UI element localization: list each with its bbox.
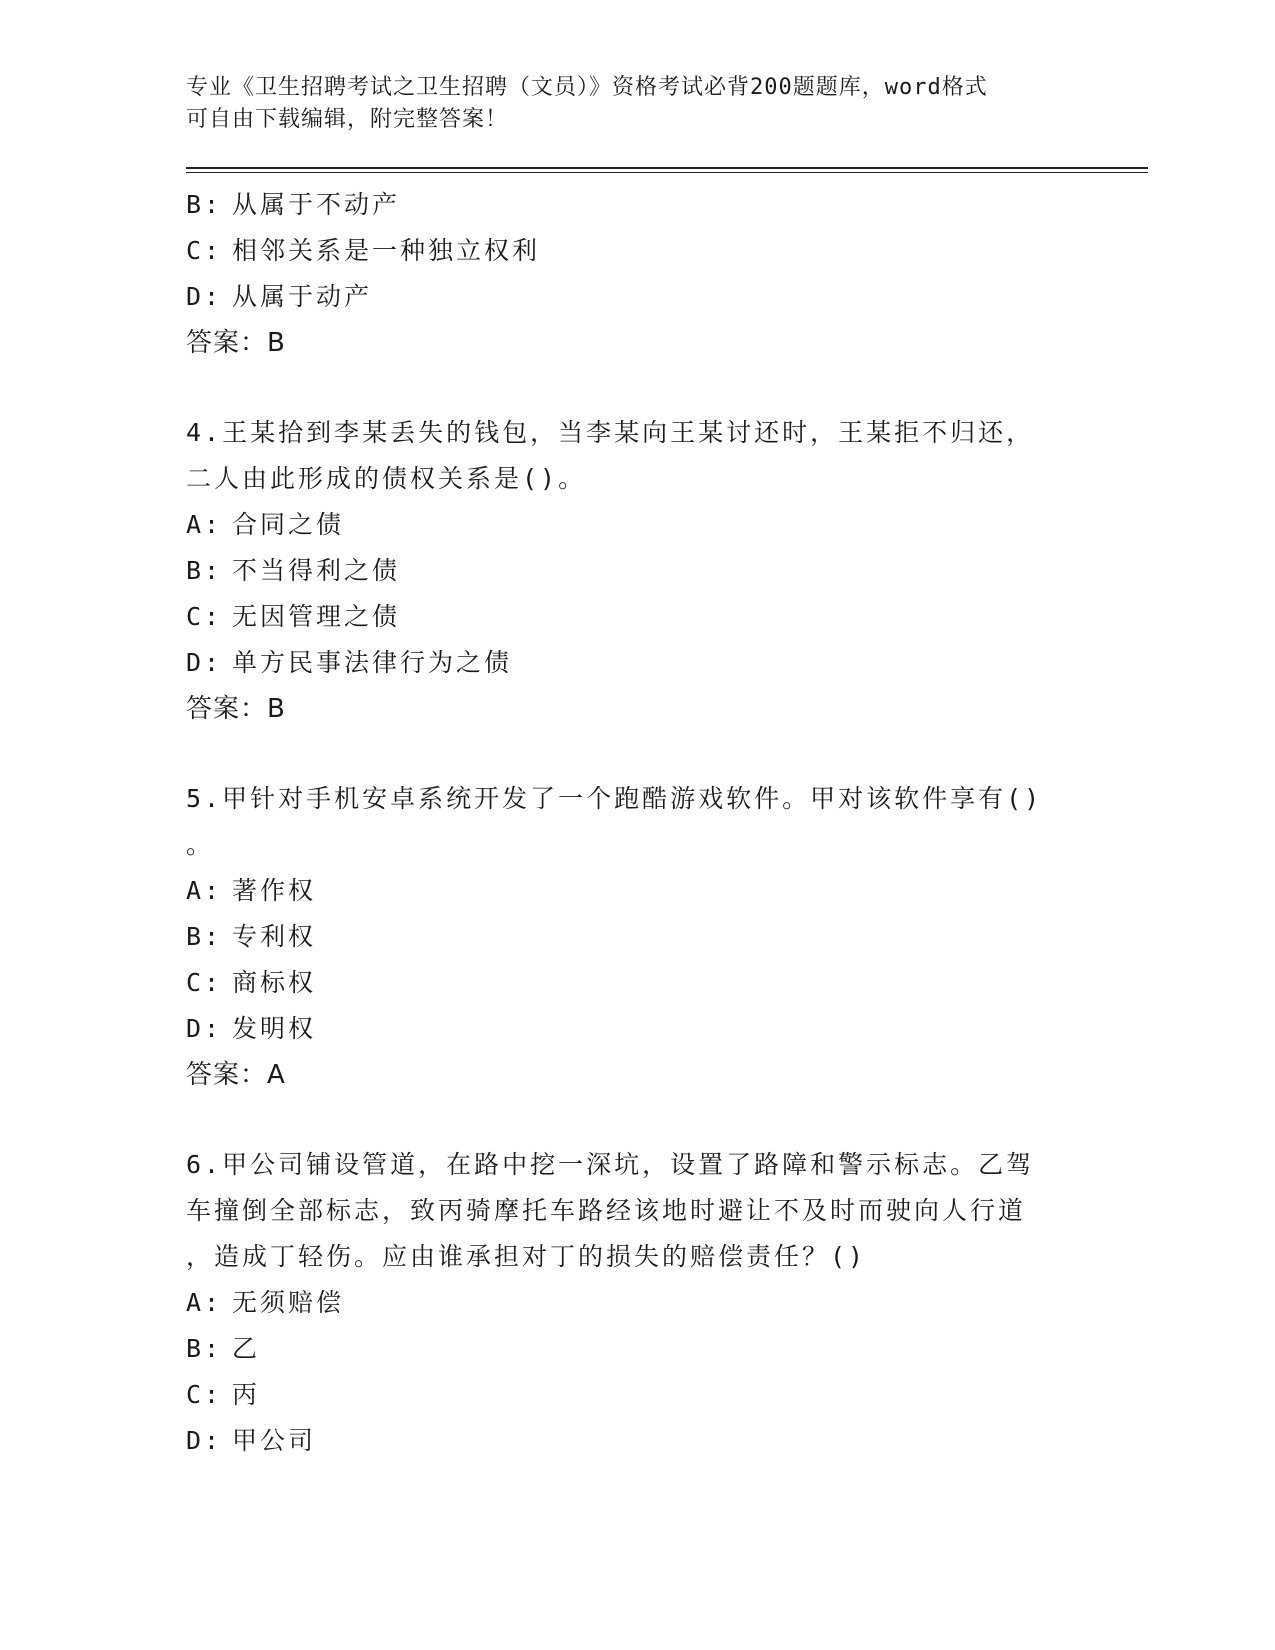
document-header <box>186 72 1146 136</box>
option-label: D: <box>186 1014 223 1043</box>
header-divider <box>186 167 1148 173</box>
option-text: 甲公司 <box>232 1426 317 1455</box>
option-label: D: <box>186 1426 223 1455</box>
option-d <box>186 640 1146 686</box>
option-label: A: <box>186 876 223 905</box>
option-text: 从属于动产 <box>232 282 373 311</box>
question-text-line: 4.王某拾到李某丢失的钱包，当李某向王某讨还时，王某拒不归还， <box>186 418 1035 447</box>
option-b <box>186 182 1146 228</box>
option-label: C: <box>186 1380 223 1409</box>
document-page <box>186 72 1146 1464</box>
option-label: C: <box>186 236 223 265</box>
option-d <box>186 274 1146 320</box>
option-c <box>186 960 1146 1006</box>
question-text-line: ，造成丁轻伤。应由谁承担对丁的损失的赔偿责任？() <box>186 1242 867 1271</box>
option-d <box>186 1006 1146 1052</box>
question-list <box>186 182 1146 1464</box>
option-c <box>186 1372 1146 1418</box>
option-c <box>186 594 1146 640</box>
option-label: D: <box>186 648 223 677</box>
question-text-line: 车撞倒全部标志，致丙骑摩托车路经该地时避让不及时而驶向人行道 <box>186 1196 1027 1225</box>
option-label: B: <box>186 922 223 951</box>
option-text: 单方民事法律行为之债 <box>232 648 513 677</box>
option-a <box>186 502 1146 548</box>
option-label: A: <box>186 1288 223 1317</box>
answer: 答案：A <box>186 1060 286 1090</box>
question-text-line: 。 <box>186 830 215 859</box>
option-text: 不当得利之债 <box>232 556 401 585</box>
option-text: 著作权 <box>232 876 317 905</box>
option-label: A: <box>186 510 223 539</box>
option-b <box>186 1326 1146 1372</box>
option-label: B: <box>186 1334 223 1363</box>
option-d <box>186 1418 1146 1464</box>
option-text: 无须赔偿 <box>232 1288 345 1317</box>
option-text: 丙 <box>232 1380 261 1409</box>
option-label: D: <box>186 282 223 311</box>
option-label: B: <box>186 190 223 219</box>
question-text-line: 二人由此形成的债权关系是()。 <box>186 464 587 493</box>
option-a <box>186 868 1146 914</box>
header-line-1: 专业《卫生招聘考试之卫生招聘（文员）》资格考试必背200题题库，word格式 <box>186 75 988 100</box>
header-line-2: 可自由下载编辑，附完整答案！ <box>186 107 509 132</box>
option-b <box>186 548 1146 594</box>
option-text: 专利权 <box>232 922 317 951</box>
answer: 答案：B <box>186 694 286 724</box>
question-3 <box>186 182 1146 366</box>
question-5 <box>186 776 1146 1098</box>
option-label: C: <box>186 968 223 997</box>
option-text: 发明权 <box>232 1014 317 1043</box>
question-text-line: 6.甲公司铺设管道，在路中挖一深坑，设置了路障和警示标志。乙驾 <box>186 1150 1035 1179</box>
option-b <box>186 914 1146 960</box>
option-text: 商标权 <box>232 968 317 997</box>
option-text: 从属于不动产 <box>232 190 401 219</box>
option-text: 合同之债 <box>232 510 345 539</box>
option-c <box>186 228 1146 274</box>
option-text: 相邻关系是一种独立权利 <box>232 236 541 265</box>
option-text: 乙 <box>232 1334 261 1363</box>
option-label: B: <box>186 556 223 585</box>
option-a <box>186 1280 1146 1326</box>
question-text-line: 5.甲针对手机安卓系统开发了一个跑酷游戏软件。甲对该软件享有() <box>186 784 1043 813</box>
question-4 <box>186 410 1146 732</box>
option-text: 无因管理之债 <box>232 602 401 631</box>
answer: 答案：B <box>186 328 286 358</box>
question-6 <box>186 1142 1146 1464</box>
option-label: C: <box>186 602 223 631</box>
